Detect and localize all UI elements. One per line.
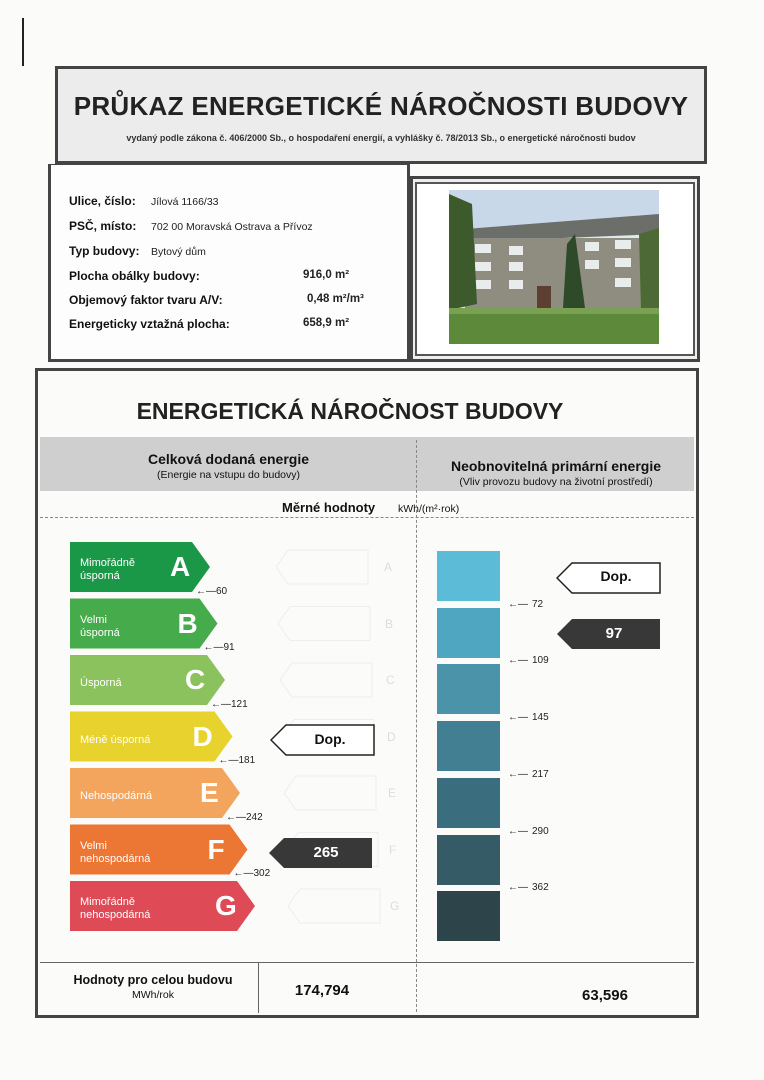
shape-factor-label: Objemový faktor tvaru A/V: bbox=[69, 293, 223, 307]
footer-total-primary: 63,596 bbox=[582, 987, 628, 1004]
right-column-subtitle: (Vliv provozu budovy na životní prostředí) bbox=[459, 476, 653, 488]
footer-divider bbox=[40, 962, 694, 963]
footer-cell-divider bbox=[258, 963, 259, 1013]
footer-column-divider bbox=[416, 964, 417, 1012]
primary-energy-bar bbox=[437, 778, 500, 828]
class-letter-f: F bbox=[207, 833, 225, 865]
left-threshold-value: 302 bbox=[253, 868, 271, 879]
class-label-g: Mimořádně bbox=[80, 896, 136, 908]
right-threshold-arrow: ←— bbox=[508, 768, 528, 780]
ghost-arrow-b bbox=[278, 607, 370, 641]
right-threshold-value: 362 bbox=[532, 882, 549, 894]
right-threshold-arrow: ←— bbox=[508, 825, 528, 837]
class-label-e: Nehospodárná bbox=[80, 790, 153, 802]
right-threshold-value: 72 bbox=[532, 598, 544, 610]
class-letter-b: B bbox=[177, 607, 198, 639]
column-divider bbox=[416, 440, 417, 962]
header-box bbox=[55, 66, 707, 164]
class-letter-e: E bbox=[200, 777, 219, 808]
primary-energy-bar bbox=[437, 835, 500, 885]
primary-energy-bar bbox=[437, 664, 500, 714]
class-label-line2-b: úsporná bbox=[80, 626, 120, 639]
ghost-letter-f: F bbox=[389, 842, 397, 857]
primary-energy-bar bbox=[437, 891, 500, 941]
type-value: Bytový dům bbox=[151, 246, 206, 258]
primary-energy-bar bbox=[437, 551, 500, 601]
shape-factor-value: 0,48 m²/m³ bbox=[307, 293, 364, 305]
right-threshold-arrow: ←— bbox=[508, 655, 528, 667]
class-letter-d: D bbox=[192, 720, 213, 752]
right-reference-label: Dop. bbox=[600, 568, 632, 584]
street-value: Jílová 1166/33 bbox=[151, 196, 219, 208]
right-threshold-value: 109 bbox=[532, 655, 549, 667]
left-threshold-arrow: ←— bbox=[226, 811, 246, 823]
page-subtitle: vydaný podle zákona č. 406/2000 Sb., o hospodaření energií, a vyhlášky č. 78/2013 Sb., o energetické náročnosti budov bbox=[126, 133, 636, 143]
footer-label: Hodnoty pro celou budovu bbox=[73, 973, 233, 987]
envelope-value: 916,0 m² bbox=[303, 269, 350, 281]
primary-energy-bar bbox=[437, 608, 500, 658]
left-reference-label: Dop. bbox=[314, 731, 346, 747]
ghost-letter-b: B bbox=[385, 616, 394, 631]
footer-total-delivered: 174,794 bbox=[294, 982, 350, 999]
primary-energy-bar bbox=[437, 721, 500, 771]
class-label-b: Velmi bbox=[80, 613, 107, 626]
building-info-box bbox=[48, 164, 410, 362]
area-value: 658,9 m² bbox=[303, 317, 350, 329]
class-label-line2-f: nehospodárná bbox=[80, 852, 151, 865]
left-value: 265 bbox=[313, 844, 339, 861]
class-label-d: Méně úsporná bbox=[80, 733, 151, 746]
right-threshold-value: 217 bbox=[532, 768, 549, 780]
left-threshold-value: 60 bbox=[216, 585, 228, 597]
ghost-letter-g: G bbox=[390, 899, 400, 913]
class-letter-c: C bbox=[185, 664, 206, 695]
left-threshold-value: 91 bbox=[223, 642, 235, 653]
ghost-arrow-a bbox=[276, 550, 368, 584]
street-label: Ulice, číslo: bbox=[69, 194, 136, 208]
left-threshold-arrow: ←— bbox=[218, 755, 239, 766]
left-threshold-arrow: ←— bbox=[203, 642, 224, 653]
area-label: Energeticky vztažná plocha: bbox=[69, 317, 230, 331]
footer-unit: MWh/rok bbox=[132, 989, 174, 1001]
specific-values-label: Měrné hodnoty bbox=[282, 500, 376, 515]
left-column-title: Celková dodaná energie bbox=[147, 451, 310, 467]
right-threshold-value: 290 bbox=[532, 825, 549, 837]
scan-mark bbox=[22, 18, 24, 66]
psc-value: 702 00 Moravská Ostrava a Přívoz bbox=[151, 221, 313, 233]
left-threshold-arrow: ←— bbox=[233, 868, 254, 879]
ghost-arrow-c bbox=[280, 663, 372, 697]
class-letter-g: G bbox=[215, 890, 237, 921]
ghost-letter-a: A bbox=[384, 560, 393, 574]
row-divider bbox=[40, 517, 694, 518]
left-threshold-value: 242 bbox=[246, 811, 263, 823]
right-threshold-arrow: ←— bbox=[508, 712, 528, 724]
left-column-subtitle: (Energie na vstupu do budovy) bbox=[156, 469, 300, 481]
left-threshold-value: 121 bbox=[231, 698, 248, 710]
energy-section-title: ENERGETICKÁ NÁROČNOST BUDOVY bbox=[136, 398, 564, 424]
ghost-arrow-g bbox=[288, 889, 380, 923]
left-threshold-arrow: ←— bbox=[196, 585, 216, 597]
ghost-letter-d: D bbox=[387, 729, 396, 744]
ghost-letter-c: C bbox=[386, 673, 395, 687]
right-value: 97 bbox=[605, 625, 623, 642]
right-threshold-value: 145 bbox=[532, 712, 549, 724]
ghost-arrow-e bbox=[284, 776, 376, 810]
envelope-label: Plocha obálky budovy: bbox=[69, 269, 200, 283]
specific-values-unit: kWh/(m²·rok) bbox=[398, 503, 460, 515]
left-threshold-value: 181 bbox=[238, 755, 256, 766]
building-photo-image bbox=[417, 184, 693, 354]
right-column-title: Neobnovitelná primární energie bbox=[450, 458, 662, 474]
class-label-a: Mimořádně bbox=[80, 557, 136, 569]
building-photo bbox=[415, 182, 695, 356]
class-label-c: Úsporná bbox=[80, 677, 122, 689]
right-threshold-arrow: ←— bbox=[508, 882, 528, 894]
class-label-line2-a: úsporná bbox=[80, 570, 120, 582]
ghost-letter-e: E bbox=[388, 786, 397, 800]
left-threshold-arrow: ←— bbox=[211, 698, 231, 710]
class-label-f: Velmi bbox=[80, 839, 107, 852]
psc-label: PSČ, místo: bbox=[69, 219, 137, 233]
page-title: PRŮKAZ ENERGETICKÉ NÁROČNOSTI BUDOVY bbox=[73, 91, 689, 121]
class-letter-a: A bbox=[170, 551, 191, 582]
right-threshold-arrow: ←— bbox=[508, 598, 528, 610]
class-label-line2-g: nehospodárná bbox=[80, 909, 151, 921]
type-label: Typ budovy: bbox=[69, 244, 140, 258]
